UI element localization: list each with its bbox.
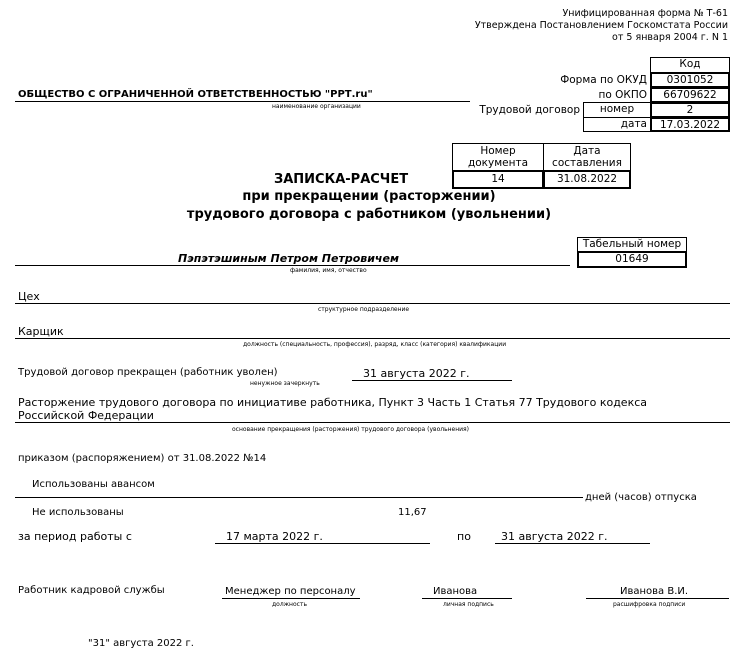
period-to-underline: [495, 543, 650, 544]
form-header-line3: от 5 января 2004 г. N 1: [612, 32, 728, 43]
position-underline: [15, 338, 730, 339]
doc-number-value: 14: [452, 170, 544, 189]
vacation-days-label: дней (часов) отпуска: [585, 492, 697, 503]
hr-position-underline: [222, 598, 360, 599]
hr-signature: Иванова: [433, 586, 478, 597]
department-underline: [15, 303, 730, 304]
employee-name-underline: [15, 265, 570, 266]
organization-caption: наименование организации: [272, 103, 361, 110]
period-label: за период работы с: [18, 530, 132, 543]
document-subtitle-2: трудового договора с работником (увольнении): [186, 207, 552, 222]
form-header-line1: Унифицированная форма № Т-61: [562, 8, 728, 19]
vacation-used-label: Использованы авансом: [32, 479, 155, 490]
tab-number-header: Табельный номер: [577, 237, 687, 252]
period-to: 31 августа 2022 г.: [501, 530, 608, 543]
organization-name: ОБЩЕСТВО С ОГРАНИЧЕННОЙ ОТВЕТСТВЕННОСТЬЮ "РРТ.ru": [18, 89, 373, 100]
hr-decoded-caption: расшифровка подписи: [613, 601, 686, 608]
doc-date-value: 31.08.2022: [543, 170, 631, 189]
termination-reason-underline: [15, 422, 730, 423]
vacation-unused-value: 11,67: [398, 507, 427, 518]
hr-signature-caption: личная подпись: [443, 601, 494, 608]
contract-date-label: дата: [583, 117, 651, 132]
okud-label: Форма по ОКУД: [560, 74, 647, 86]
okud-value: 0301052: [650, 72, 730, 88]
doc-number-header: Номер документа: [452, 143, 544, 171]
termination-reason-caption: основание прекращения (расторжения) трудового договора (увольнения): [232, 426, 469, 433]
vacation-used-underline: [15, 497, 583, 498]
termination-caption: ненужное зачеркнуть: [250, 380, 320, 387]
hr-position-caption: должность: [272, 601, 307, 608]
document-subtitle-1: при прекращении (расторжении): [242, 189, 496, 204]
termination-date: 31 августа 2022 г.: [363, 367, 470, 380]
document-title: ЗАПИСКА-РАСЧЕТ: [274, 172, 409, 187]
employee-name: Пэпэтэшиным Петром Петровичем: [178, 252, 399, 265]
hr-decoded-name: Иванова В.И.: [620, 586, 689, 597]
termination-date-underline: [352, 380, 512, 381]
hr-signature-underline: [422, 598, 512, 599]
contract-number-label: номер: [583, 102, 651, 118]
hr-decoded-underline: [586, 598, 729, 599]
tab-number-value: 01649: [577, 251, 687, 268]
contract-label: Трудовой договор: [479, 104, 580, 116]
employee-name-caption: фамилия, имя, отчество: [290, 267, 367, 274]
kod-header: Код: [650, 57, 730, 73]
okpo-value: 66709622: [650, 87, 730, 103]
doc-date-header: Дата составления: [543, 143, 631, 171]
okpo-label: по ОКПО: [598, 89, 647, 101]
position-caption: должность (специальность, профессия), разряд, класс (категория) квалификации: [243, 341, 507, 348]
signature-date: "31" августа 2022 г.: [88, 638, 194, 649]
period-to-label: по: [457, 530, 471, 543]
termination-reason-line1: Расторжение трудового договора по инициативе работника, Пункт 3 Часть 1 Статья 77 Трудового кодекса: [18, 396, 648, 409]
hr-employee-label: Работник кадровой службы: [18, 585, 165, 596]
contract-date-value: 17.03.2022: [650, 117, 730, 132]
position-value: Карщик: [18, 325, 64, 338]
order-reference: приказом (распоряжением) от 31.08.2022 №14: [18, 453, 267, 464]
organization-underline: [15, 101, 470, 102]
form-header-line2: Утверждена Постановлением Госкомстата России: [474, 20, 728, 31]
period-from: 17 марта 2022 г.: [226, 530, 323, 543]
termination-label: Трудовой договор прекращен (работник уволен): [18, 367, 278, 378]
department-caption: структурное подразделение: [318, 306, 410, 313]
contract-number-value: 2: [650, 102, 730, 118]
period-from-underline: [215, 543, 430, 544]
hr-position: Менеджер по персоналу: [225, 586, 356, 597]
vacation-unused-label: Не использованы: [32, 507, 124, 518]
termination-reason-line2: Российской Федерации: [18, 409, 154, 422]
department-value: Цех: [18, 290, 40, 303]
